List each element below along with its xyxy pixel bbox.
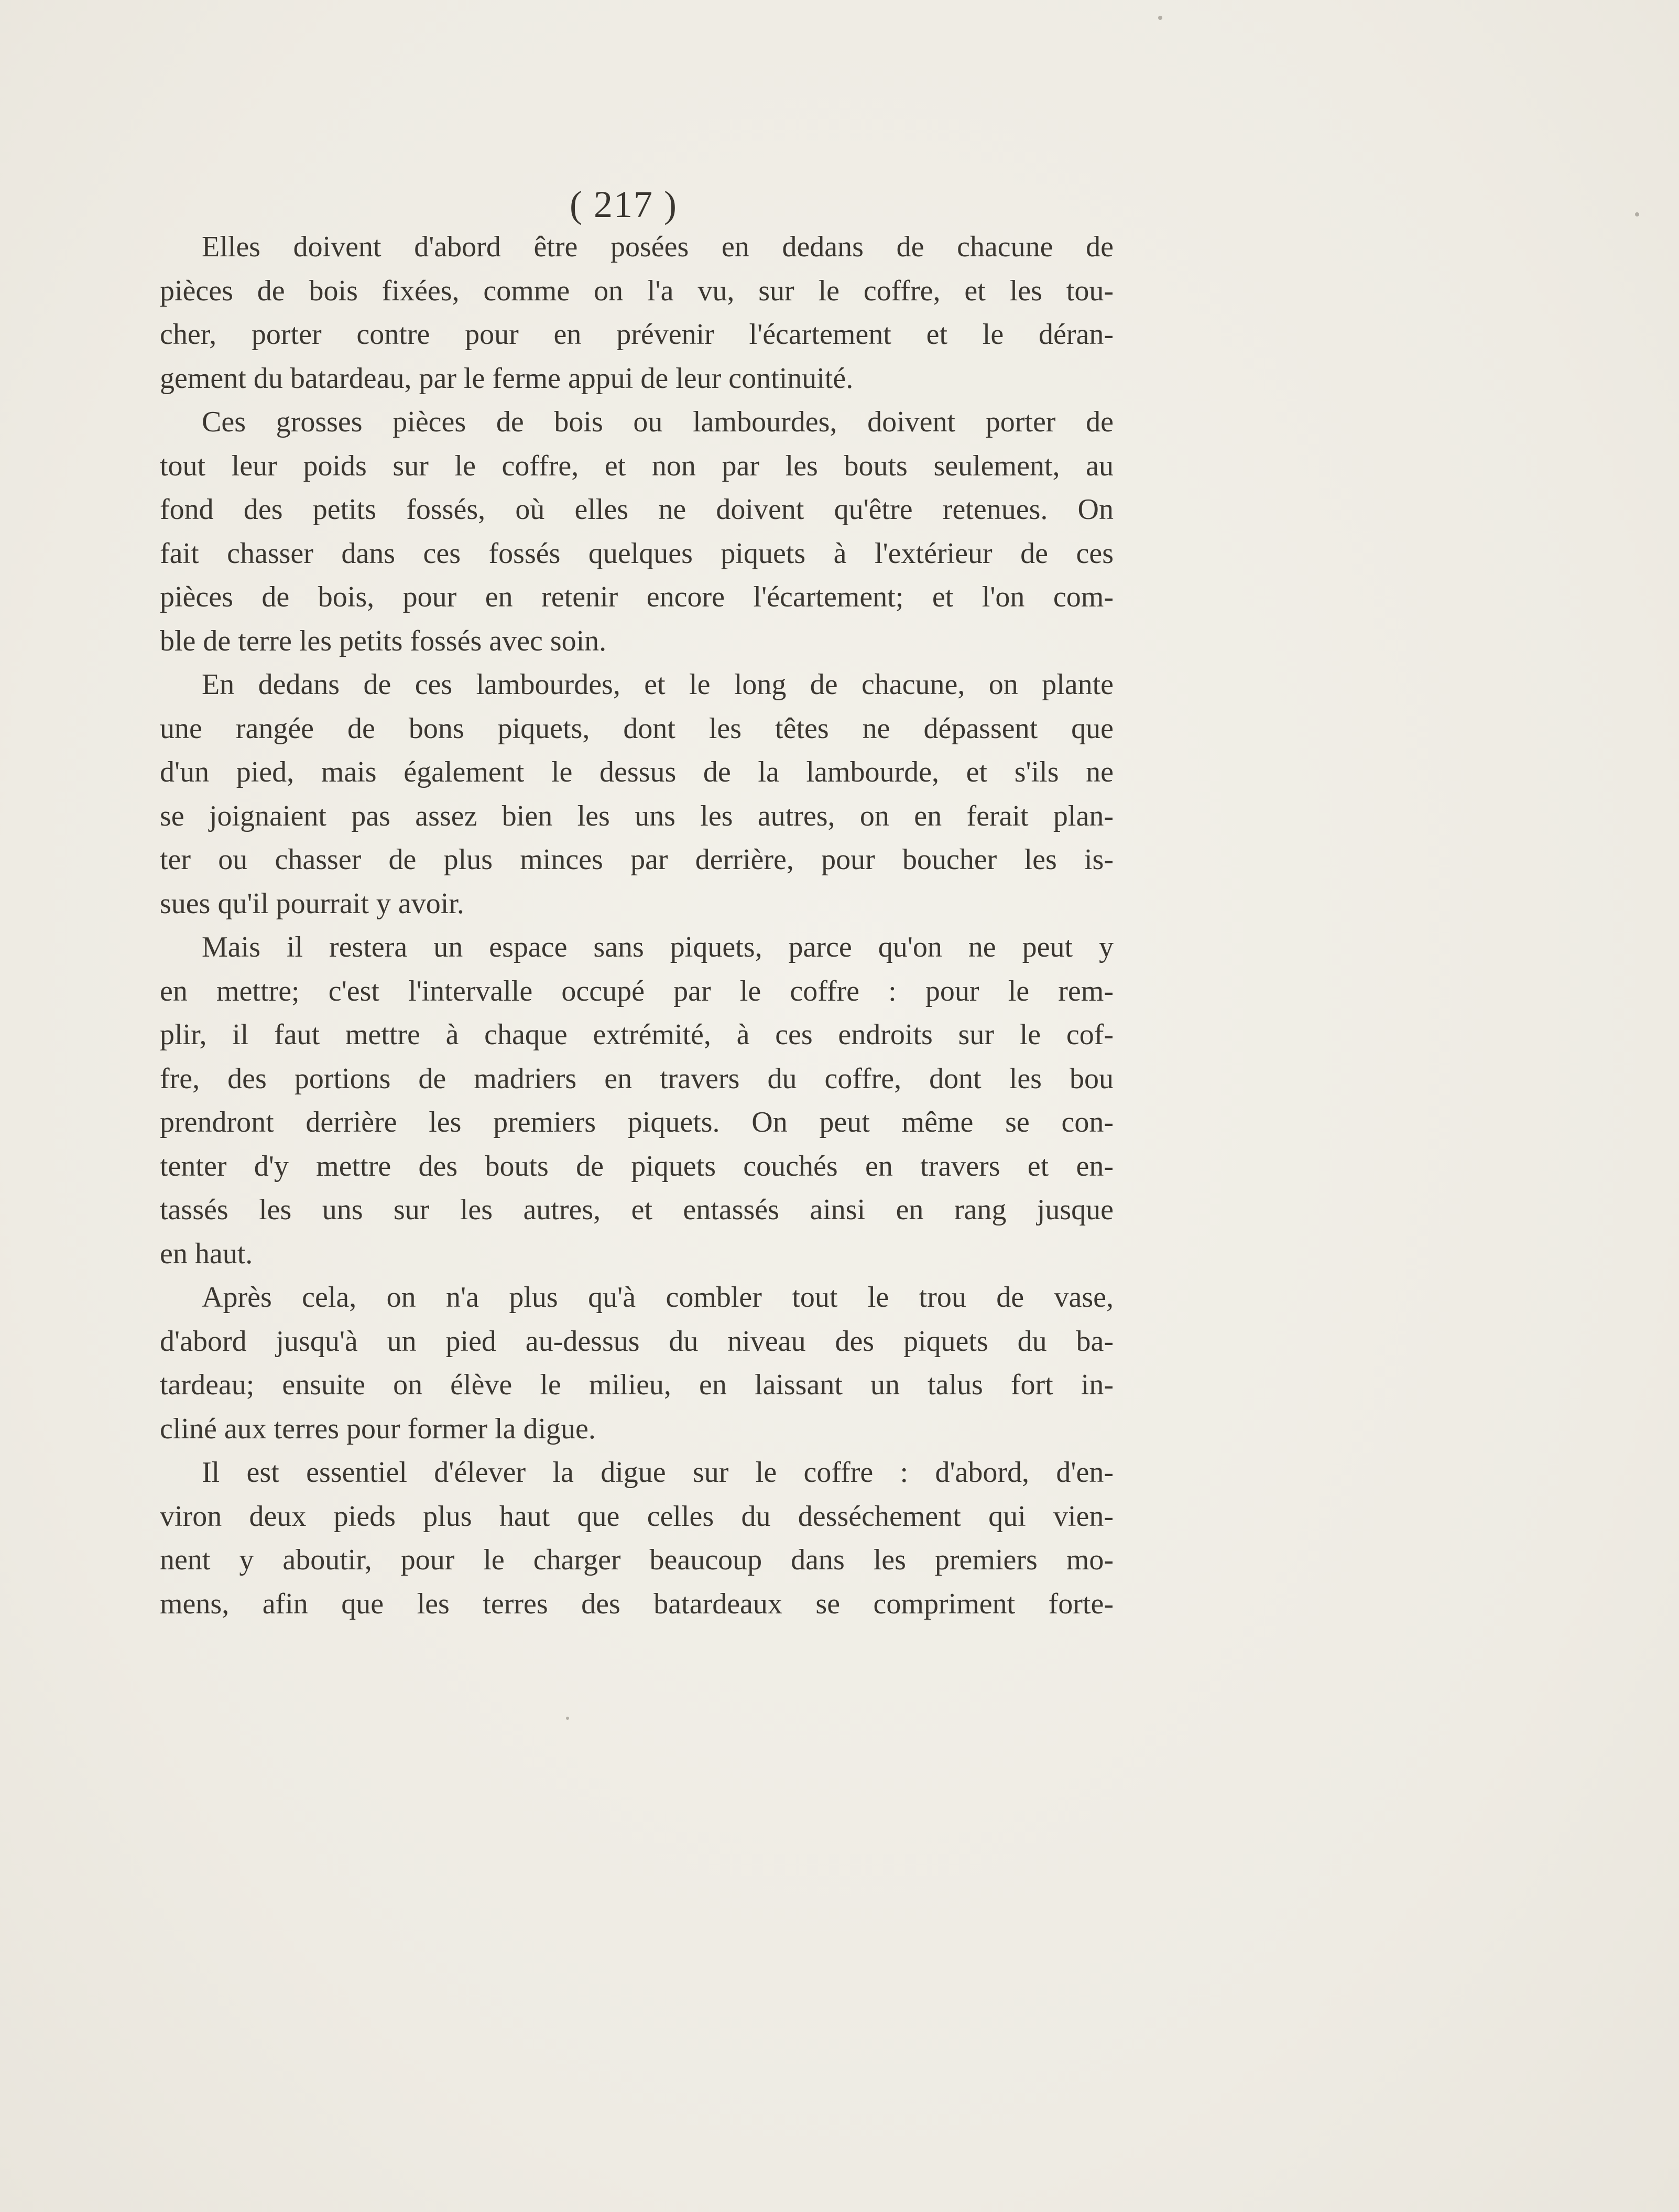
text-line: ble de terre les petits fossés avec soin. bbox=[160, 624, 607, 657]
text-line: pièces de bois fixées, comme on l'a vu, sur le coffre, et les tou- bbox=[160, 274, 1114, 307]
text-line: tassés les uns sur les autres, et entassés ainsi en rang jusque bbox=[160, 1194, 1114, 1226]
text-line: Après cela, on n'a plus qu'à combler tout le trou de vase, bbox=[202, 1281, 1114, 1314]
text-line: fait chasser dans ces fossés quelques piquets à l'extérieur de ces bbox=[160, 537, 1114, 570]
text-line: tout leur poids sur le coffre, et non par les bouts seulement, au bbox=[160, 449, 1114, 482]
text-line: sues qu'il pourrait y avoir. bbox=[160, 887, 464, 920]
text-line: tardeau; ensuite on élève le milieu, en laissant un talus fort in- bbox=[160, 1369, 1114, 1401]
text-line: ter ou chasser de plus minces par derrière, pour boucher les is- bbox=[160, 843, 1114, 876]
text-line: nent y aboutir, pour le charger beaucoup dans les premiers mo- bbox=[160, 1544, 1114, 1576]
page-number: ( 217 ) bbox=[570, 183, 678, 225]
paper-speck bbox=[1158, 16, 1162, 20]
text-line: Il est essentiel d'élever la digue sur le coffre : d'abord, d'en- bbox=[202, 1456, 1114, 1489]
text-line: d'un pied, mais également le dessus de la lambourde, et s'ils ne bbox=[160, 756, 1114, 788]
text-line: cliné aux terres pour former la digue. bbox=[160, 1412, 596, 1445]
text-line: Elles doivent d'abord être posées en dedans de chacune de bbox=[202, 231, 1114, 263]
text-line: plir, il faut mettre à chaque extrémité, à ces endroits sur le cof- bbox=[160, 1018, 1114, 1051]
text-line: une rangée de bons piquets, dont les têtes ne dépassent que bbox=[160, 712, 1114, 745]
paper-speck bbox=[566, 1717, 569, 1720]
text-line: gement du batardeau, par le ferme appui de leur continuité. bbox=[160, 362, 854, 395]
text-line: se joignaient pas assez bien les uns les autres, on en ferait plan- bbox=[160, 799, 1114, 832]
text-line: mens, afin que les terres des batardeaux se compriment forte- bbox=[160, 1587, 1114, 1620]
text-line: Ces grosses pièces de bois ou lambourdes, doivent porter de bbox=[202, 406, 1114, 438]
text-line: fre, des portions de madriers en travers du coffre, dont les bou bbox=[160, 1062, 1114, 1095]
text-line: En dedans de ces lambourdes, et le long de chacune, on plante bbox=[202, 668, 1114, 701]
text-line: fond des petits fossés, où elles ne doivent qu'être retenues. On bbox=[160, 493, 1114, 526]
text-line: prendront derrière les premiers piquets. On peut même se con- bbox=[160, 1106, 1114, 1138]
text-line: pièces de bois, pour en retenir encore l'écartement; et l'on com- bbox=[160, 581, 1114, 613]
text-line: viron deux pieds plus haut que celles du desséchement qui vien- bbox=[160, 1500, 1114, 1533]
text-line: cher, porter contre pour en prévenir l'écartement et le déran- bbox=[160, 318, 1114, 351]
text-line: Mais il restera un espace sans piquets, parce qu'on ne peut y bbox=[202, 931, 1114, 963]
text-line: en haut. bbox=[160, 1237, 253, 1270]
text-line: d'abord jusqu'à un pied au-dessus du niveau des piquets du ba- bbox=[160, 1325, 1114, 1358]
text-line: en mettre; c'est l'intervalle occupé par le coffre : pour le rem- bbox=[160, 974, 1114, 1007]
body-text bbox=[160, 225, 1114, 1626]
paper-speck bbox=[1635, 212, 1639, 216]
text-line: tenter d'y mettre des bouts de piquets couchés en travers et en- bbox=[160, 1150, 1114, 1183]
